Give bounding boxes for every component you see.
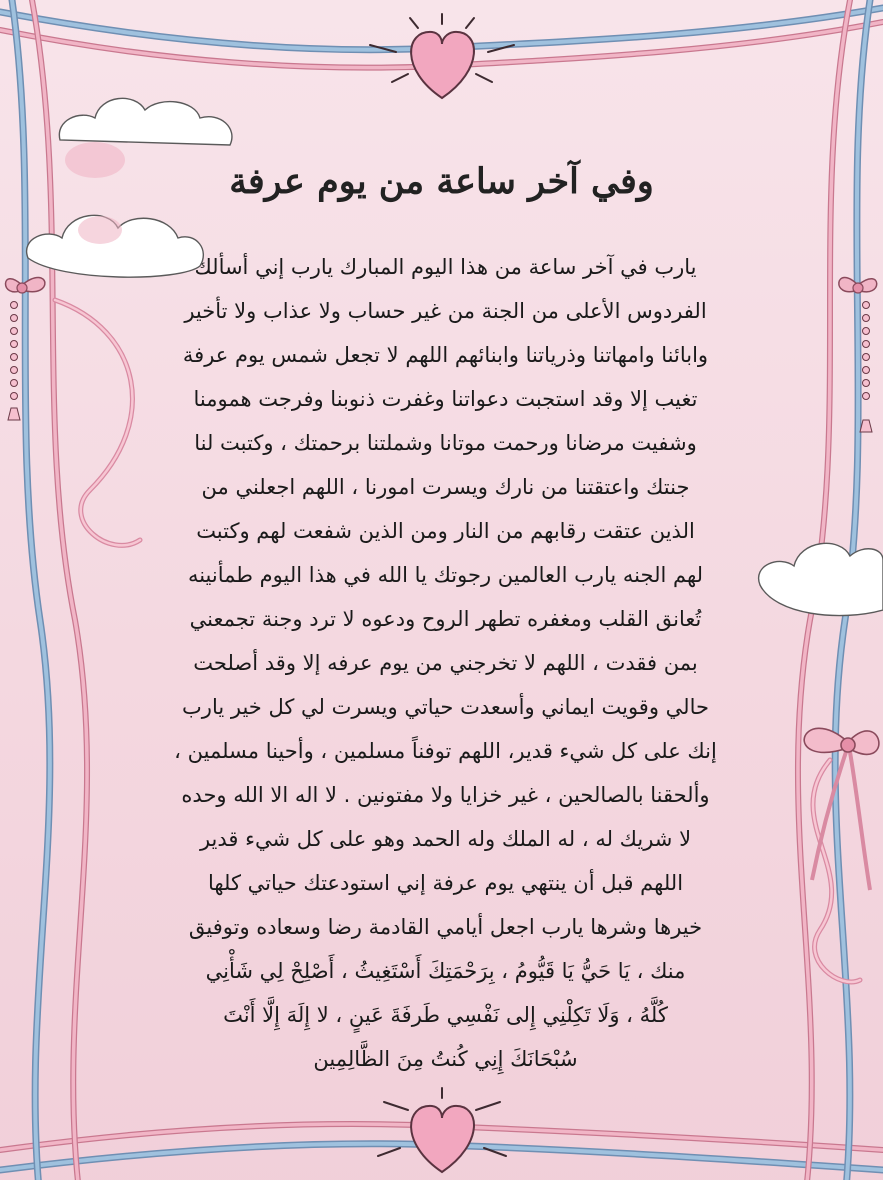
prayer-line: تُعانق القلب ومغفره تطهر الروح ودعوه لا ترد وجنة تجمعني — [189, 607, 702, 631]
page-title: وفي آخر ساعة من يوم عرفة — [229, 161, 654, 202]
prayer-line: جنتك واعتقتنا من نارك ويسرت امورنا ، اللهم اجعلني من — [201, 475, 690, 499]
prayer-line: حالي وقويت ايماني وأسعدت حياتي ويسرت لي كل خير يارب — [182, 695, 709, 719]
prayer-line: سُبْحَانَكَ إِنِي كُنتُ مِنَ الظَّالِمِين — [313, 1047, 578, 1071]
prayer-line: الذين عتقت رقابهم من النار ومن الذين شفعت لهم وكتبت — [196, 519, 695, 543]
prayer-line: بمن فقدت ، اللهم لا تخرجني من يوم عرفه إلا وقد أصلحت — [193, 651, 698, 675]
bottom-crop-strip — [0, 1180, 883, 1200]
cloud-right — [759, 543, 883, 615]
prayer-line: يارب في آخر ساعة من هذا اليوم المبارك يارب إني أسألك — [194, 255, 697, 279]
prayer-line: لا شريك له ، له الملك وله الحمد وهو على كل شيء قدير — [199, 827, 692, 851]
prayer-line: خيرها وشرها يارب اجعل أيامي القادمة رضا وسعاده وتوفيق — [188, 915, 703, 939]
prayer-text — [168, 245, 723, 1081]
prayer-line: وألحقنا بالصالحين ، غير خزايا ولا مفتونين . لا اله الا الله وحده — [181, 783, 710, 807]
left-bead-string — [8, 302, 20, 421]
left-ribbon — [12, 0, 140, 1200]
right-bead-string — [860, 302, 872, 433]
prayer-line: لهم الجنه يارب العالمين رجوتك يا الله في هذا اليوم طمأنينه — [187, 563, 704, 587]
prayer-line: إنك على كل شيء قدير، اللهم توفناً مسلمين ، وأحينا مسلمين ، — [174, 739, 717, 763]
prayer-line: الفردوس الأعلى من الجنة من غير حساب ولا عذاب ولا تأخير — [184, 299, 707, 323]
prayer-line: وابائنا وامهاتنا وذرياتنا وابنائهم اللهم لا تجعل شمس يوم عرفة — [182, 343, 709, 367]
prayer-line: اللهم قبل أن ينتهي يوم عرفة إني استودعتك حياتي كلها — [207, 871, 684, 895]
prayer-line: كُلَّهُ ، وَلَا تَكِلْنِي إِلى نَفْسِي طَرفَةَ عَينٍ ، لا إِلَهَ إِلَّا أَنْتَ — [223, 1003, 668, 1027]
prayer-line: منك ، يَا حَيُّ يَا قَيُّومُ ، بِرَحْمَتِكَ أَسْتَغِيثُ ، أَصْلِحْ لِي شَأْنِي — [205, 959, 686, 983]
prayer-line: وشفيت مرضانا ورحمت موتانا وشملتنا برحمتك ، وكتبت لنا — [194, 431, 697, 455]
heart-icon — [370, 14, 514, 98]
prayer-line: تغيب إلا وقد استجبت دعواتنا وغفرت ذنوبنا وفرجت همومنا — [193, 387, 698, 411]
cloud-top-left — [59, 98, 232, 145]
